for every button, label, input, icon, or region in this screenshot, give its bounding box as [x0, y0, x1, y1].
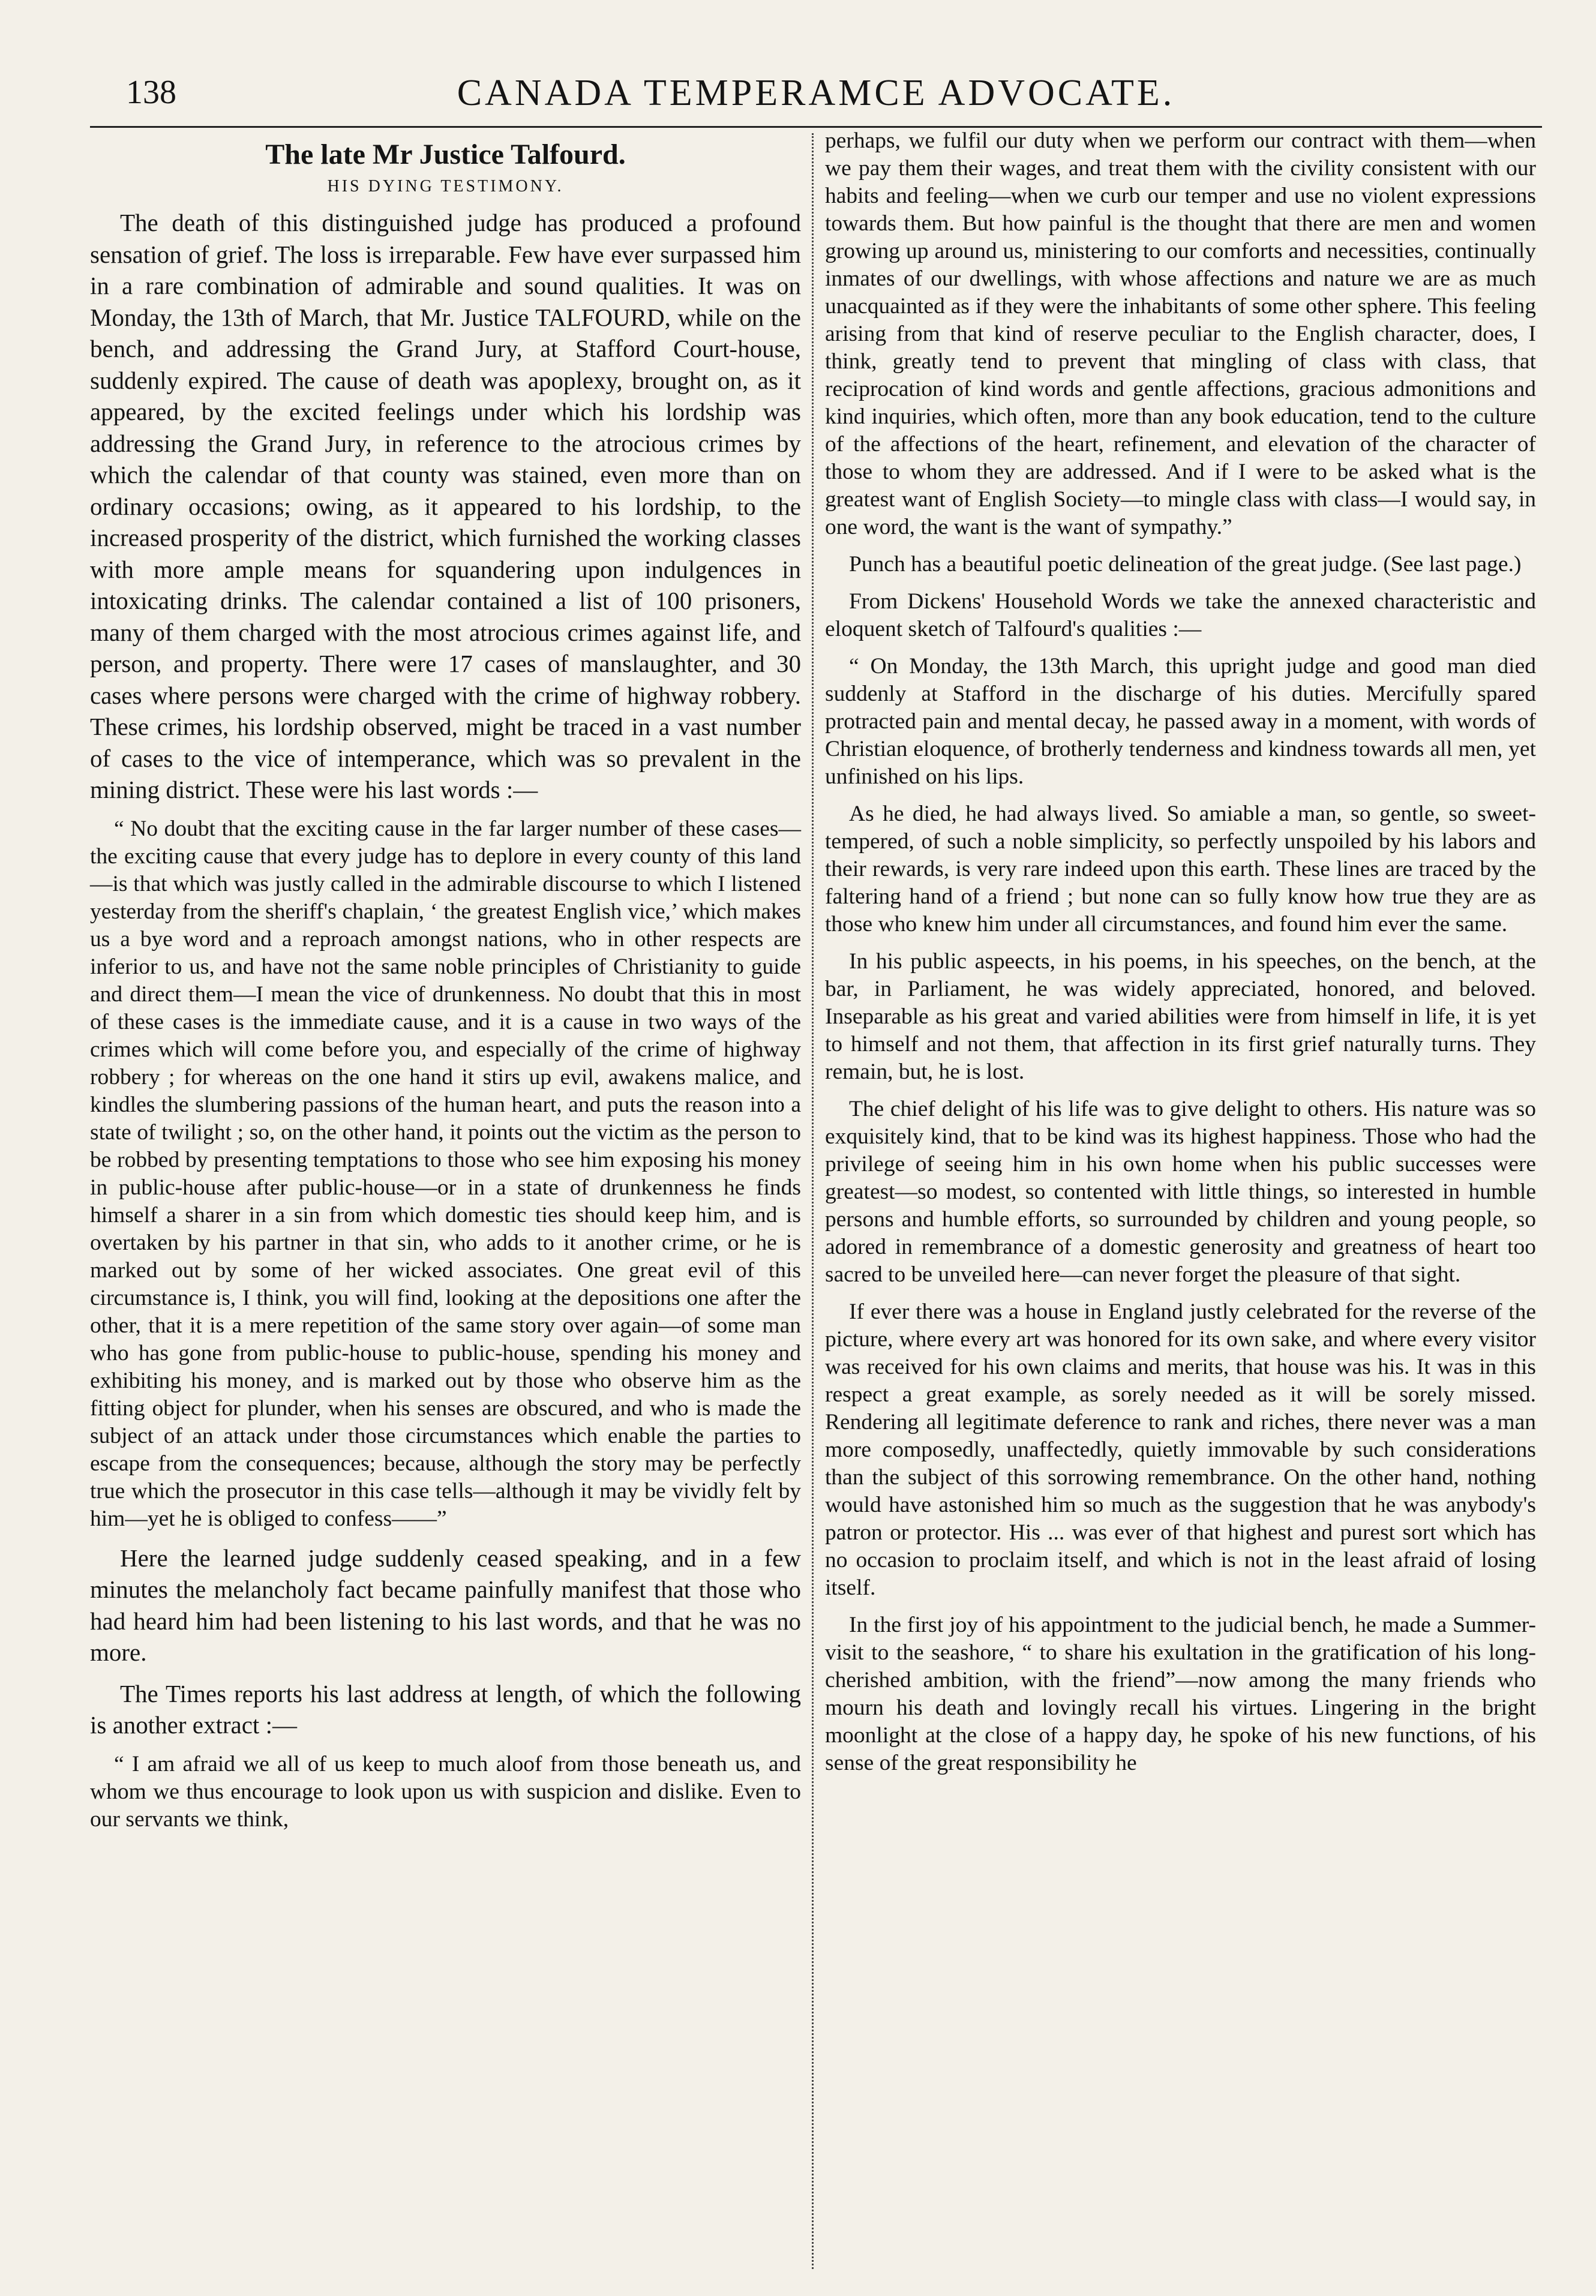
- article-paragraph: Punch has a beautiful poetic delineation of the great judge. (See last page.): [849, 552, 1522, 577]
- article-paragraph: Here the learned judge suddenly ceased speaking, and in a few minutes the melancholy fact became painfully manifest that those who had heard him had been listening to his last words, and that he was no more.: [90, 1544, 801, 1666]
- quoted-address: “ No doubt that the exciting cause in the far larger number of these cases—the exciting cause that every judge has to deplore in every county of this land—is that which was justly called in the admirable discourse to which I listened yesterday from the sheriff's chaplain, ‘ the greatest English vice,’ which makes us a bye word and a reproach amongst nations, who in other respects are inferior to us, and have not the same noble principles of Christianity to guide and direct them—I mean the vice of drunkenness. No doubt that this in most of these cases is the immediate cause, and it is a cause in two ways of the crimes which will come before you, and especially of the crime of highway robbery ; for whereas on the one hand it stirs up evil, awakens malice, and kindles the slumbering passions of the human heart, and puts the reason into a state of twilight ; so, on the other hand, it points out the victim as the person to be robbed by presenting temptations to those who see him exposing his money in public-house after public-house—or in a state of drunkenness he finds himself a sharer in a sin from which domestic ties should keep him, and is overtaken by his partner in that sin, who adds to it another crime, or he is marked out by some of her wicked associates. One great evil of this circumstance is, I think, you will find, looking at the depositions one after the other, that it is a mere repetition of the same story over again—of some man who has gone from public-house to public-house, spending his money and exhibiting his money, and is marked out by those who observe him as the fitting object for plunder, when his senses are obscured, and who is made the subject of an attack under those circumstances which enable the parties to escape from the consequences; because, although the story may be perfectly true which the prosecutor in this case tells—although it may be vividly felt by him—yet he is obliged to confess——”: [90, 816, 801, 1531]
- article-paragraph: perhaps, we fulfil our duty when we perform our contract with them—when we pay them their wages, and treat them with the civility consistent with our habits and feeling—when we curb our temper and use no violent expressions towards them. But how painful is the thought that there are men and women growing up around us, ministering to our comforts and necessities, continually inmates of our dwellings, with whose affections and nature we are as much unacquainted as if they were the inhabitants of some other sphere. This feeling arising from that kind of reserve peculiar to the English character, does, I think, greatly tend to prevent that mingling of class with class, that reciprocation of kind words and gentle affections, gracious admonitions and kind inquiries, which often, more than any book education, tend to the culture of the affections of the heart, refinement, and elevation of the character of those to whom they are addressed. And if I were to be asked what is the greatest want of English Society—to mingle class with class—I would say, in one word, the want is the want of sympathy.”: [825, 128, 1536, 539]
- article-paragraph: In his public aspeects, in his poems, in his speeches, on the bench, at the bar, in Parliament, he was widely appreciated, honored, and beloved. Inseparable as his great and varied abilities were from himself in life, it is yet to himself and not them, that affection in its first grief naturally turns. They remain, but, he is lost.: [825, 949, 1536, 1084]
- right-column: [825, 127, 1536, 1787]
- quoted-extract: “ I am afraid we all of us keep to much aloof from those beneath us, and whom we thus encourage to look upon us with suspicion and dislike. Even to our servants we think,: [90, 1751, 801, 1832]
- article-title: The late Mr Justice Talfourd.: [265, 139, 626, 170]
- article-subtitle: HIS DYING TESTIMONY.: [327, 177, 564, 196]
- article-paragraph: “ On Monday, the 13th March, this upright judge and good man died suddenly at Stafford in the discharge of his duties. Mercifully spared protracted pain and mental decay, he passed away in a moment, with words of Christian eloquence, of brotherly tenderness and kindness towards all men, yet unfinished on his lips.: [825, 654, 1536, 789]
- article-paragraph: From Dickens' Household Words we take the annexed characteristic and eloquent sketch of Talfourd's qualities :—: [825, 589, 1536, 641]
- article-paragraph: In the first joy of his appointment to the judicial bench, he made a Summer-visit to the seashore, “ to share his exultation in the gratification of his long-cherished ambition, with the friend”—now among the many friends who mourn his death and lovingly recall his virtues. Lingering in the bright moonlight at the close of a happy day, he spoke of his new functions, of his sense of the great responsibility he: [825, 1613, 1536, 1775]
- article-paragraph: The chief delight of his life was to give delight to others. His nature was so exquisitely kind, that to be kind was its highest happiness. Those who had the privilege of seeing him in his own home when his public successes were greatest—so modest, so contented with little things, so interested in humble persons and humble efforts, so surrounded by children and young people, so adored in remembrance of a domestic generosity and greatness of heart too sacred to be unveiled here—can never forget the pleasure of that sight.: [825, 1097, 1536, 1287]
- page-header: [90, 66, 1542, 120]
- column-divider: [812, 133, 814, 2269]
- page-number: 138: [126, 74, 176, 111]
- article-paragraph: If ever there was a house in England justly celebrated for the reverse of the picture, where every art was honored for its own sake, and where every visitor was received for his own claims and merits, that house was his. It was in this respect a great example, as sorely needed as it will be sorely missed. Rendering all legitimate deference to rank and riches, there never was a man more composedly, unaffectedly, quietly immovable by such considerations than the subject of this sorrowing remembrance. On the other hand, nothing would have astonished him so much as the suggestion that he was anybody's patron or protector. His ... was ever of that highest and purest sort which has no occasion to proclaim itself, and which is not in the least afraid of losing itself.: [825, 1299, 1536, 1600]
- article-paragraph: As he died, he had always lived. So amiable a man, so gentle, so sweet-tempered, of such a noble simplicity, so perfectly unspoiled by his labors and their rewards, is very rare indeed upon this earth. These lines are traced by the faltering hand of a friend ; but none can so fully know how true they are as those who knew him under all circumstances, and found him ever the same.: [825, 802, 1536, 937]
- article-paragraph: The Times reports his last address at length, of which the following is another extract :—: [90, 1679, 801, 1739]
- left-column: [90, 127, 801, 1843]
- journal-title: CANADA TEMPERAMCE ADVOCATE.: [457, 73, 1175, 113]
- article-paragraph: The death of this distinguished judge has produced a profound sensation of grief. The loss is irreparable. Few have ever surpassed him in a rare combination of admirable and sound qualities. It was on Monday, the 13th of March, that Mr. Justice TALFOURD, while on the bench, and addressing the Grand Jury, at Stafford Court-house, suddenly expired. The cause of death was apoplexy, brought on, as it appeared, by the excited feelings under which his lordship was addressing the Grand Jury, in reference to the atrocious crimes by which the calendar of that county was stained, even more than on ordinary occasions; owing, as it appeared to his lordship, to the increased prosperity of the district, which furnished the working classes with more ample means for squandering upon indulgences in intoxicating drinks. The calendar contained a list of 100 prisoners, many of them charged with the most atrocious crimes against life, and person, and property. There were 17 cases of manslaughter, and 30 cases where persons were charged with the crime of highway robbery. These crimes, his lordship observed, might be traced in a vast number of cases to the vice of intemperance, which was so prevalent in the mining district. These were his last words :—: [90, 209, 801, 803]
